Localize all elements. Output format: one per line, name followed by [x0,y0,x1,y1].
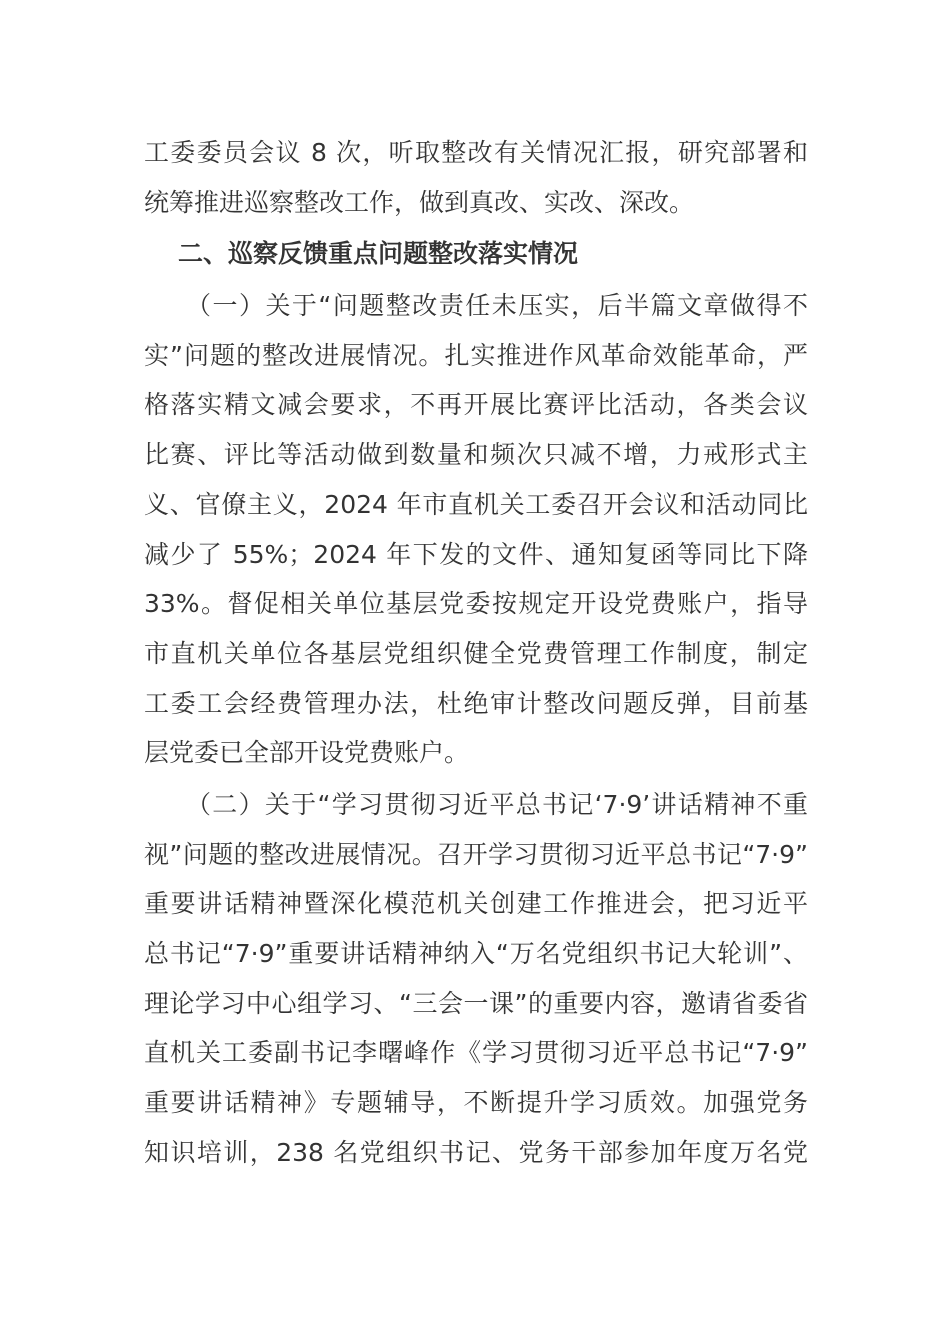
text-line: 义、官僚主义，2024 年市直机关工委召开会议和活动同比 [144,489,808,519]
paragraph-item-2 [144,780,808,1178]
text-line: 理论学习中心组学习、“三会一课”的重要内容，邀请省委省 [144,988,808,1018]
text-line: 知识培训，238 名党组织书记、党务干部参加年度万名党 [144,1137,808,1167]
text-line: 实”问题的整改进展情况。扎实推进作风革命效能革命，严 [144,340,808,370]
text-line: 重要讲话精神》专题辅导，不断提升学习质效。加强党务 [144,1088,808,1118]
paragraph-item-1 [144,281,808,778]
text-line: 直机关工委副书记李曙峰作《学习贯彻习近平总书记“7·9” [144,1038,808,1068]
text-line: 比赛、评比等活动做到数量和频次只减不增，力戒形式主 [144,440,808,470]
document-body [144,128,808,1177]
section-heading: 二、巡察反馈重点问题整改落实情况 [178,239,579,269]
text-line: 减少了 55%；2024 年下发的文件、通知复函等同比下降 [144,539,808,569]
text-line: 视”问题的整改进展情况。召开学习贯彻习近平总书记“7·9” [144,839,808,869]
text-line: 格落实精文减会要求，不再开展比赛评比活动，各类会议 [144,390,808,420]
text-line: 市直机关单位各基层党组织健全党费管理工作制度，制定 [144,638,808,668]
paragraph-meetings [144,128,808,227]
text-line: 层党委已全部开设党费账户。 [144,738,470,768]
text-line: 统筹推进巡察整改工作，做到真改、实改、深改。 [144,187,695,217]
text-line: 总书记“7·9”重要讲话精神纳入“万名党组织书记大轮训”、 [144,939,808,968]
text-line: 工委工会经费管理办法，杜绝审计整改问题反弹，目前基 [144,688,808,718]
text-line: （一）关于“问题整改责任未压实，后半篇文章做得不 [186,291,808,321]
text-line: 工委委员会议 8 次，听取整改有关情况汇报，研究部署和 [144,138,808,167]
text-line: （二）关于“学习贯彻习近平总书记‘7·9’讲话精神不重 [186,789,808,819]
text-line: 重要讲话精神暨深化模范机关创建工作推进会，把习近平 [144,889,808,919]
text-line: 33%。督促相关单位基层党委按规定开设党费账户，指导 [144,589,808,619]
